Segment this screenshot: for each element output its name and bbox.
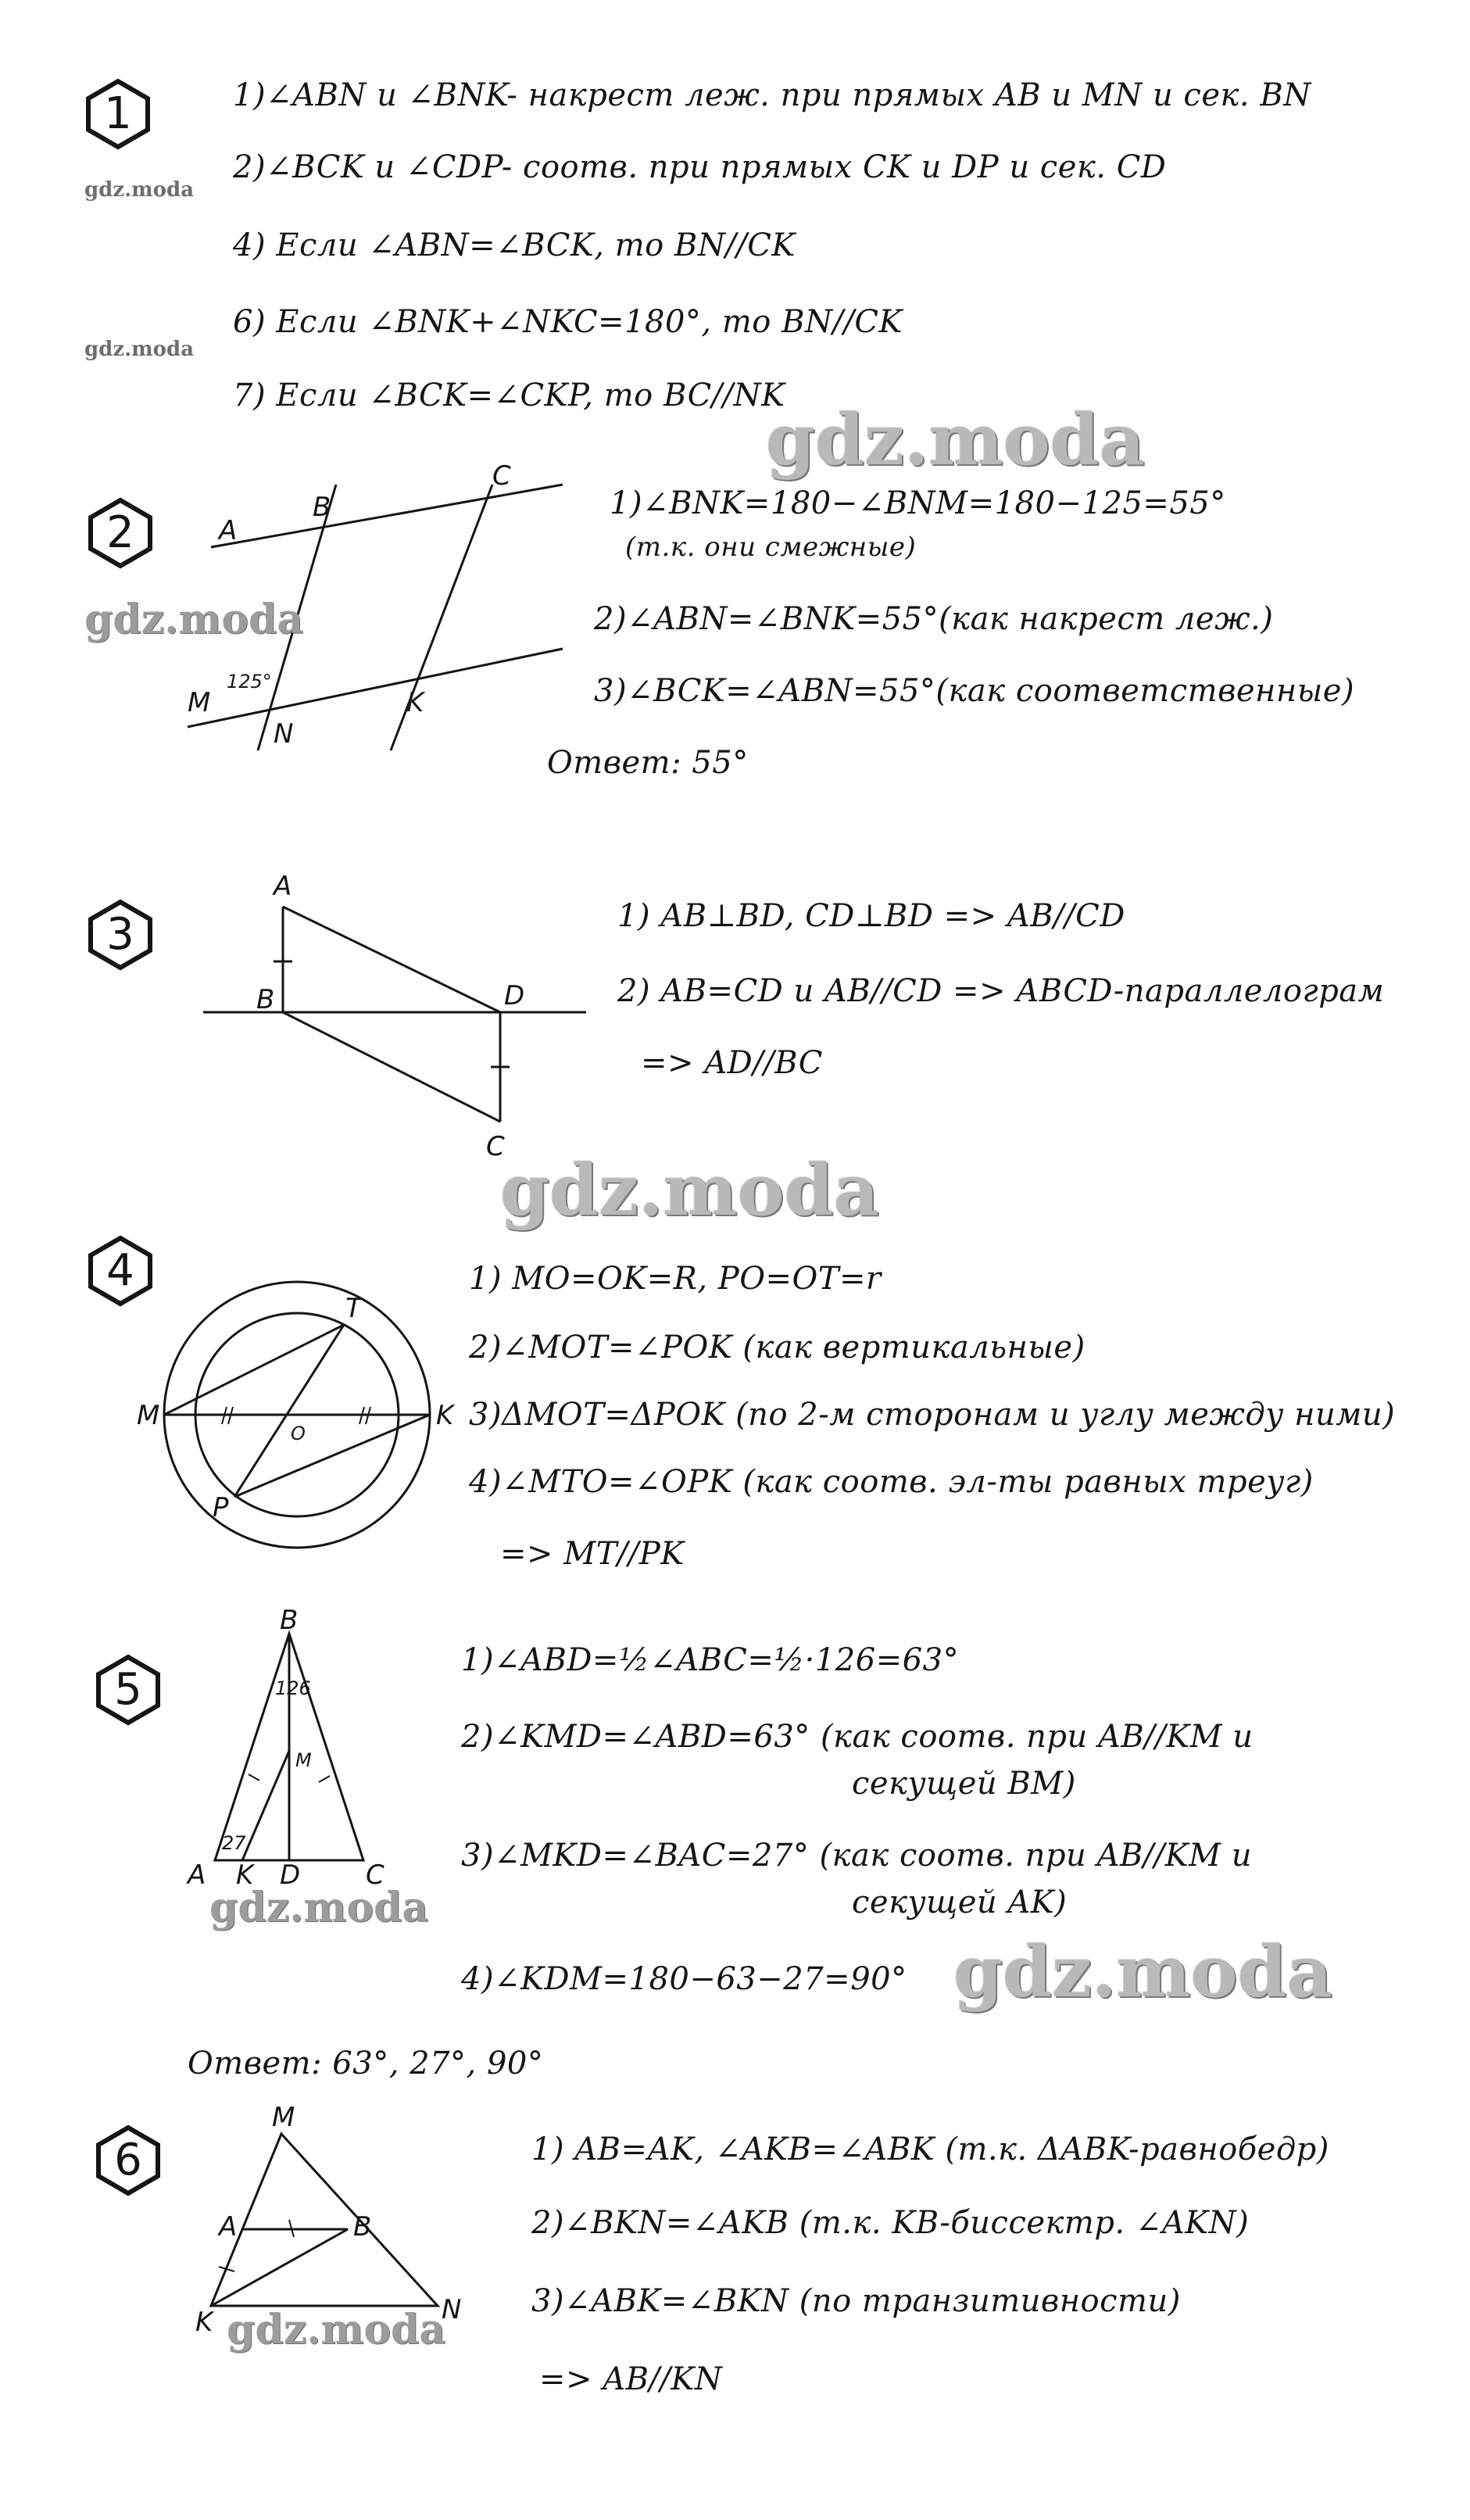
- p3-line-1: 1) AB⊥BD, CD⊥BD => AB//CD: [617, 898, 1125, 934]
- p5-label-k: K: [236, 1860, 254, 1891]
- watermark: gdz.moda: [209, 1884, 429, 1931]
- p6-label-m: M: [272, 2102, 295, 2133]
- p5-label-d: D: [280, 1860, 301, 1891]
- p5-label-a: A: [188, 1860, 206, 1891]
- p1-line-2: 2)∠BCK и ∠CDP- соотв. при прямых CK и DP и сек. CD: [233, 149, 1167, 185]
- p3-figure: [195, 860, 602, 1162]
- svg-text:4: 4: [106, 1245, 134, 1296]
- svg-text:5: 5: [114, 1664, 142, 1715]
- p5-figure: [188, 1605, 399, 1892]
- p1-line-4: 6) Если ∠BNK+∠NKC=180°, то BN//CK: [233, 304, 903, 340]
- p6-label-a: A: [219, 2211, 238, 2243]
- p4-figure: [137, 1274, 454, 1555]
- p4-label-m: M: [137, 1400, 160, 1431]
- p2-label-m: M: [188, 687, 211, 718]
- p6-figure: [195, 2102, 485, 2338]
- svg-text:2: 2: [106, 507, 134, 558]
- watermark: gdz.moda: [84, 338, 195, 361]
- problem-number-3: [84, 899, 156, 971]
- p5-line-6: 4)∠KDM=180−63−27=90°: [461, 1961, 907, 1997]
- p4-label-k: K: [436, 1400, 454, 1431]
- p5-angle-top: 126: [275, 1677, 311, 1699]
- p1-line-5: 7) Если ∠BCK=∠CKP, то BC//NK: [233, 378, 785, 413]
- p5-line-5: секущей AK): [852, 1885, 1068, 1920]
- p4-line-4: 4)∠MTO=∠OPK (как соотв. эл-ты равных треуг): [469, 1464, 1314, 1500]
- p5-label-c: C: [366, 1860, 384, 1891]
- p4-line-1: 1) MO=OK=R, PO=OT=r: [469, 1261, 882, 1297]
- p3-label-b: B: [256, 984, 275, 1015]
- p3-line-2: 2) AB=CD и AB//CD => ABCD-параллелограм: [617, 973, 1385, 1009]
- p3-label-c: C: [486, 1131, 505, 1162]
- svg-text:6: 6: [114, 2135, 142, 2185]
- watermark: gdz.moda: [227, 2306, 446, 2354]
- p2-label-k: K: [406, 687, 424, 718]
- problem-number-6: [92, 2124, 164, 2196]
- p4-line-5: => MT//PK: [500, 1536, 685, 1572]
- p5-label-m: M: [295, 1749, 312, 1771]
- p6-line-3: 3)∠ABK=∠BKN (по транзитивности): [531, 2283, 1181, 2319]
- problem-number-2: [84, 497, 156, 569]
- svg-text:3: 3: [106, 909, 134, 960]
- p2-line-4: 3)∠BCK=∠ABN=55°(как соответственные): [594, 673, 1355, 709]
- p5-line-4: 3)∠MKD=∠BAC=27° (как соотв. при AB//KM и: [461, 1838, 1253, 1874]
- p3-label-d: D: [504, 980, 525, 1011]
- p2-label-a: A: [219, 515, 238, 546]
- problem-number-5: [92, 1654, 164, 1726]
- p5-answer: Ответ: 63°, 27°, 90°: [188, 2046, 544, 2082]
- p2-line-3: 2)∠ABN=∠BNK=55°(как накрест леж.): [594, 601, 1274, 637]
- p6-line-4: => AB//KN: [539, 2361, 723, 2397]
- p3-label-a: A: [274, 871, 292, 902]
- p6-line-2: 2)∠BKN=∠AKB (т.к. KB-биссектр. ∠AKN): [531, 2205, 1250, 2241]
- watermark: gdz.moda: [953, 1931, 1332, 2013]
- p4-line-3: 3)ΔMOT=ΔPOK (по 2-м сторонам и углу между ними): [469, 1397, 1396, 1433]
- p2-line-2: (т.к. они смежные): [625, 532, 917, 563]
- p4-label-o: O: [291, 1423, 306, 1444]
- watermark: gdz.moda: [766, 399, 1145, 481]
- p5-line-1: 1)∠ABD=½∠ABC=½·126=63°: [461, 1642, 960, 1678]
- p5-angle-bottom: 27: [222, 1832, 246, 1854]
- p2-label-c: C: [492, 460, 511, 492]
- p4-line-2: 2)∠MOT=∠POK (как вертикальные): [469, 1330, 1086, 1366]
- p6-label-n: N: [442, 2294, 462, 2325]
- watermark: gdz.moda: [500, 1149, 879, 1232]
- p6-label-k: K: [195, 2307, 213, 2338]
- p3-line-3: => AD//BC: [641, 1045, 823, 1081]
- p2-label-b: B: [313, 492, 331, 523]
- p1-line-1: 1)∠ABN и ∠BNK- накрест леж. при прямых AB и MN и сек. BN: [233, 77, 1311, 113]
- p4-label-p: P: [213, 1492, 229, 1523]
- p2-angle-label: 125°: [227, 671, 272, 693]
- p2-label-n: N: [274, 718, 294, 750]
- watermark: gdz.moda: [84, 178, 195, 202]
- p5-line-2: 2)∠KMD=∠ABD=63° (как соотв. при AB//KM и: [461, 1719, 1254, 1755]
- svg-text:1: 1: [104, 88, 132, 139]
- watermark: gdz.moda: [84, 596, 304, 643]
- p2-line-1: 1)∠BNK=180−∠BNM=180−125=55°: [610, 485, 1226, 521]
- p5-line-3: секущей BM): [852, 1766, 1076, 1802]
- p6-label-b: B: [353, 2211, 372, 2243]
- p2-answer: Ответ: 55°: [547, 745, 749, 781]
- problem-number-1: [82, 78, 154, 150]
- p1-line-3: 4) Если ∠ABN=∠BCK, то BN//CK: [233, 227, 796, 263]
- p6-line-1: 1) AB=AK, ∠AKB=∠ABK (т.к. ΔABK-равнобедр): [531, 2132, 1329, 2167]
- p5-label-b: B: [280, 1605, 299, 1636]
- p4-label-t: T: [345, 1293, 362, 1324]
